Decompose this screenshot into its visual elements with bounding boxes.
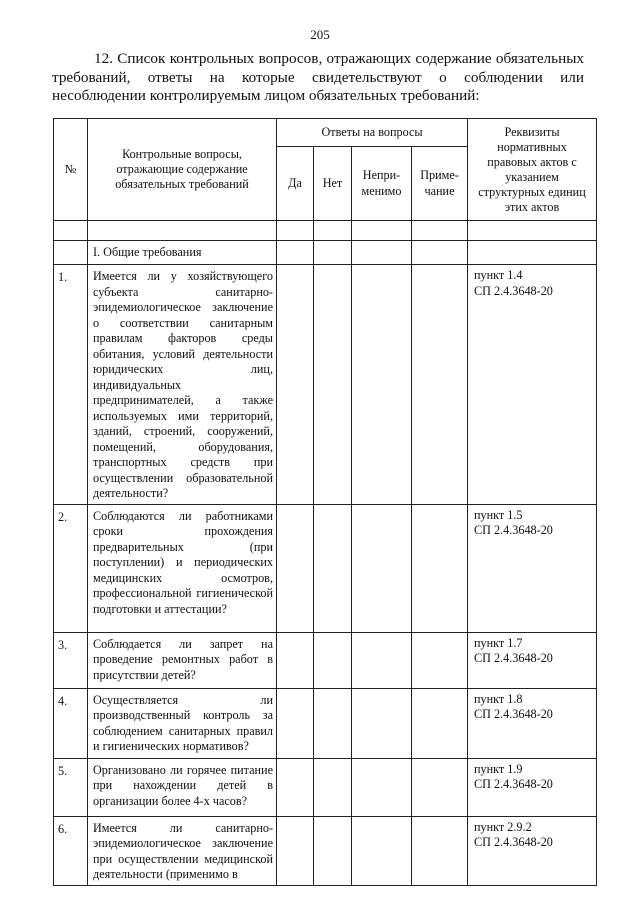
answer-note-cell <box>412 265 468 505</box>
answer-note-cell <box>412 816 468 885</box>
row-number: 4. <box>54 688 88 758</box>
answer-note-cell <box>412 758 468 816</box>
header-num: № <box>54 119 88 221</box>
requisite-item: пункт 2.9.2 <box>474 819 532 834</box>
page-number: 205 <box>310 27 330 42</box>
header-note: Приме-чание <box>412 147 468 221</box>
requisite-item: пункт 1.8 <box>474 691 523 706</box>
header-answers: Ответы на вопросы <box>277 119 468 147</box>
answer-yes-cell <box>277 632 314 688</box>
answer-note-cell <box>412 688 468 758</box>
answer-yes-cell <box>277 504 314 632</box>
answer-no-cell <box>314 632 352 688</box>
requisite-item: пункт 1.4 <box>474 268 523 282</box>
header-question: Контрольные вопросы, отражающие содержание обязательных требований <box>88 119 277 221</box>
checklist-table <box>53 118 597 886</box>
answer-no-cell <box>314 688 352 758</box>
table-row <box>54 758 597 816</box>
table-row <box>54 816 597 885</box>
table-row <box>54 504 597 632</box>
row-number: 6. <box>54 816 88 885</box>
answer-na-cell <box>352 758 412 816</box>
intro-paragraph: 12. Список контрольных вопросов, отражающих содержание обязательных требований, ответы на которые свидетельствуют о соблюдении или несоблюдении контролируемым лицом обязательных требований: <box>52 50 584 104</box>
row-requisites <box>468 688 597 758</box>
requisite-act: СП 2.4.3648-20 <box>474 777 553 791</box>
answer-note-cell <box>412 632 468 688</box>
header-no: Нет <box>314 147 352 221</box>
requisite-act: СП 2.4.3648-20 <box>474 283 553 298</box>
row-requisites <box>468 632 597 688</box>
row-number: 3. <box>54 632 88 688</box>
section-title: I. Общие требования <box>88 241 277 265</box>
answer-yes-cell <box>277 688 314 758</box>
table-row <box>54 265 597 505</box>
empty-spacer-row <box>54 221 597 241</box>
answer-no-cell <box>314 816 352 885</box>
row-question: Соблюдается ли запрет на проведение ремонтных работ в присутствии детей? <box>88 632 277 688</box>
table-row <box>54 632 597 688</box>
answer-na-cell <box>352 688 412 758</box>
row-requisites <box>468 265 597 505</box>
header-yes: Да <box>277 147 314 221</box>
row-number: 2. <box>54 504 88 632</box>
row-question: Осуществляется ли производственный контроль за соблюдением санитарных правил и гигиенических нормативов? <box>88 688 277 758</box>
answer-yes-cell <box>277 816 314 885</box>
row-question: Организовано ли горячее питание при нахождении детей в организации более 4-х часов? <box>88 758 277 816</box>
answer-no-cell <box>314 504 352 632</box>
row-requisites <box>468 504 597 632</box>
section-row <box>54 241 597 265</box>
row-number: 1. <box>54 265 88 505</box>
row-question: Имеется ли у хозяйствующего субъекта санитарно-эпидемиологическое заключение о соответствии санитарным правилам факторов среды обитания, условий деятельности юридических лиц, индивидуальных предпринимателей, а также используемых ими территорий, зданий, строений, сооружений, помещений, оборудования, транспортных средств при осуществлении образовательной деятельности? <box>88 265 277 505</box>
requisite-item: пункт 1.9 <box>474 761 523 776</box>
requisite-item: пункт 1.7 <box>474 635 523 650</box>
header-row-1 <box>54 119 597 147</box>
answer-na-cell <box>352 504 412 632</box>
table-row <box>54 688 597 758</box>
header-requisites: Реквизиты нормативных правовых актов с указанием структурных единиц этих актов <box>468 119 597 221</box>
header-na: Непри-менимо <box>352 147 412 221</box>
answer-na-cell <box>352 632 412 688</box>
row-number: 5. <box>54 758 88 816</box>
answer-note-cell <box>412 504 468 632</box>
answer-yes-cell <box>277 758 314 816</box>
requisite-item: пункт 1.5 <box>474 507 523 522</box>
answer-yes-cell <box>277 265 314 505</box>
answer-na-cell <box>352 816 412 885</box>
requisite-act: СП 2.4.3648-20 <box>474 651 553 665</box>
row-requisites <box>468 758 597 816</box>
row-requisites <box>468 816 597 885</box>
requisite-act: СП 2.4.3648-20 <box>474 707 553 721</box>
answer-na-cell <box>352 265 412 505</box>
answer-no-cell <box>314 265 352 505</box>
requisite-act: СП 2.4.3648-20 <box>474 523 553 537</box>
row-question: Имеется ли санитарно-эпидемиологическое заключение при осуществлении медицинской деятельности (применимо в <box>88 816 277 885</box>
requisite-act: СП 2.4.3648-20 <box>474 835 553 849</box>
row-question: Соблюдаются ли работниками сроки прохождения предварительных (при поступлении) и периодических медицинских осмотров, профессиональной гигиенической подготовки и аттестации? <box>88 504 277 632</box>
answer-no-cell <box>314 758 352 816</box>
